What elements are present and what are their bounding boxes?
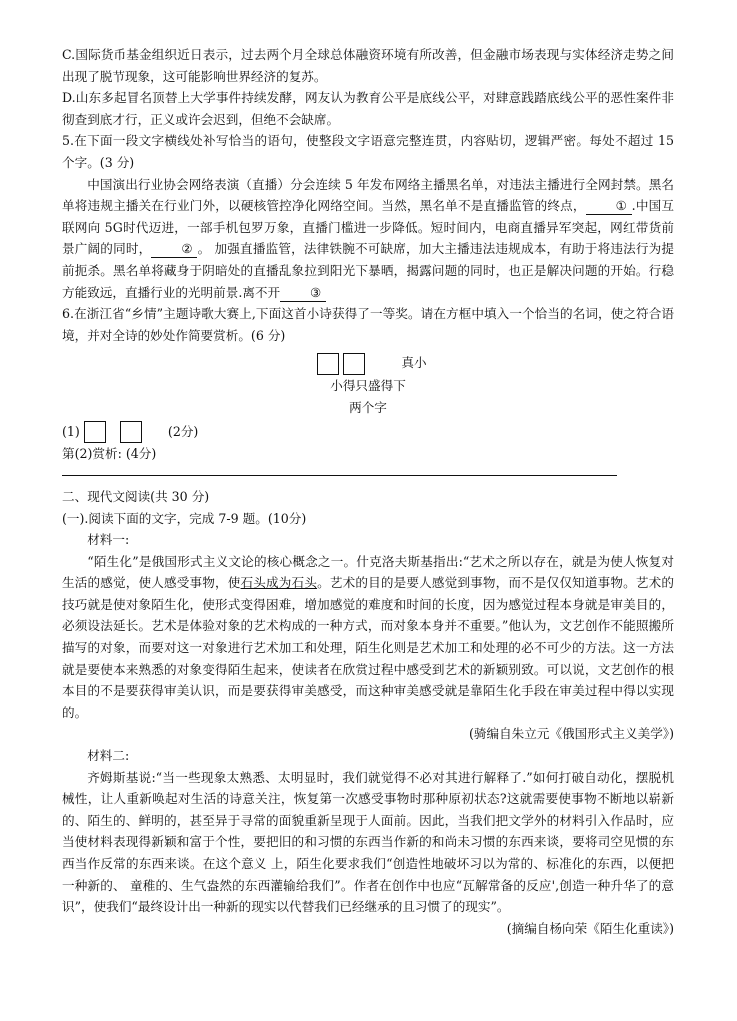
q5-prompt: 5.在下面一段文字横线处补写恰当的语句，使整段文字语意完整连贯，内容贴切，逻辑严密。每处不超过 15 个字。(3 分) [62,133,674,170]
poem-line-3: 两个字 [349,399,387,415]
poem-blank-box-1[interactable] [317,353,339,375]
option-d: D.山东多起冒名顶替上大学事件持续发酵，网友认为教育公平是底线公平，对肆意践踏底线公平的恶性案件非彻查到底才行，正义或许会迟到，但绝不会缺席。 [62,90,674,127]
material-1-title: 材料一: [87,532,130,548]
q6-answer-1 [62,421,674,444]
answer-line [62,475,617,476]
poem-line-2: 小得只盛得下 [330,377,406,393]
q5-text-3: 。 加强直播监管，法律铁腕不可缺席，加大主播违法违规成本，有助于将违法行为提前扼杀。黑名单将藏身于阴暗处的直播乱象拉到阳光下暴晒，揭露问题的同时，也正是解决问题的开始。行稳方能致远，直播行业的光明前景.离不开 [62,241,674,300]
material-2-source: (摘编自杨向荣《陌生化重读》) [506,920,674,936]
poem-line-1-text: 真小 [401,355,427,371]
material-1-text-a: “陌生化”是俄国形式主义文论的核心概念之一。什克洛夫斯基指出:“艺术之所以存在，就是为使人恢复对生活的感觉，使人感受事物，使 [62,553,674,591]
blank-2[interactable]: ② [151,241,197,258]
material-1-text [62,551,674,724]
poem-blank-box-2[interactable] [343,353,365,375]
answer-1-score: (2分) [167,423,199,439]
q6-answer-2: 第(2)赏析: (4分) [62,446,157,462]
option-c: C.国际货币基金组织近日表示，过去两个月全球总体融资环境有所改善，但金融市场表现与实体经济走势之间出现了脱节现象，这可能影响世界经济的复苏。 [62,47,674,84]
part2-subheading: (一).阅读下面的文字，完成 7-9 题。(10分) [62,510,307,526]
poem-line-1 [62,352,674,375]
poem [62,352,674,419]
q5-passage [62,174,674,304]
material-1-underlined: 石头成为石头 [240,575,318,591]
material-1-text-b: 。艺术的目的是要人感觉到事物，而不是仅仅知道事物。艺术的技巧就是使对象陌生化，使形式变得困难，增加感觉的难度和时间的长度，因为感觉过程本身就是审美目的，必须设法延长。艺术是体验对象的艺术构成的一种方式，而对象本身并不重要。”他认为，文艺创作不能照搬所描写的对象，而要对这一对象进行艺术加工和处理，陌生化则是艺术加工和处理的必不可少的方法。这一方法就是要使本来熟悉的对象变得陌生起来，使读者在欣赏过程中感受到艺术的新颖别致。可以说，文艺创作的根本目的不是要获得审美认识，而是要获得审美感受，而这种审美感受就是靠陌生化手段在审美过程中得以实现的。 [62,575,675,720]
answer-box-1[interactable] [84,421,106,443]
material-2-text: 齐姆斯基说:“当一些现象太熟悉、太明显时，我们就觉得不必对其进行解释了.”如何打破自动化，摆脱机械性，让人重新唤起对生活的诗意关注，恢复第一次感受事物时那种原初状态?这就需要使事物不断地以崭新的、陌生的、鲜明的，甚至异于寻常的面貌重新呈现于人面前。因此，当我们把文学外的材料引入作品时，应当使材料表现得新颖和富于个性，要把旧的和习惯的东西当作新的和尚未习惯的东西来谈，要将司空见惯的东西当作反常的东西来谈。在这个意义 上，陌生化要求我们“创造性地破坏习以为常的、标准化的东西，以便把一种新的、 童稚的、生气盎然的东西灌输给我们”。作者在创作中也应“瓦解常备的反应',创造一种升华了的意识”，使我们“最终设计出一种新的现实以代替我们已经继承的且习惯了的现实”。 [62,769,674,915]
q5-text-2: .中国互联网向 5G时代迈进，一部手机包罗万象，直播门槛进一步降低。短时间内，电商直播异军突起，网红带货前景广阔的同时， [62,198,674,257]
q6-prompt: 6.在浙江省“乡情”主题诗歌大赛上,下面这首小诗获得了一等奖。请在方框中填入一个恰当的名词，使之符合语境，并对全诗的妙处作简要赏析。(6 分) [62,306,674,343]
answer-1-label: (1) [62,423,80,439]
material-2-title: 材料二: [87,748,130,764]
part2-heading: 二、现代文阅读(共 30 分) [62,488,210,504]
answer-box-2[interactable] [120,421,142,443]
q5-text-1: 中国演出行业协会网络表演（直播）分会连续 5 年发布网络主播黑名单，对违法主播进行全网封禁。黑名单将违规主播关在行业门外，以硬核管控净化网络空间。当然，黑名单不是直播监管的终点， [62,176,674,214]
material-1-source: (骑编自朱立元《俄国形式主义美学》) [468,726,674,742]
blank-1[interactable]: ① [586,198,632,215]
exam-page [62,44,674,939]
blank-3[interactable]: ③ [280,285,326,302]
